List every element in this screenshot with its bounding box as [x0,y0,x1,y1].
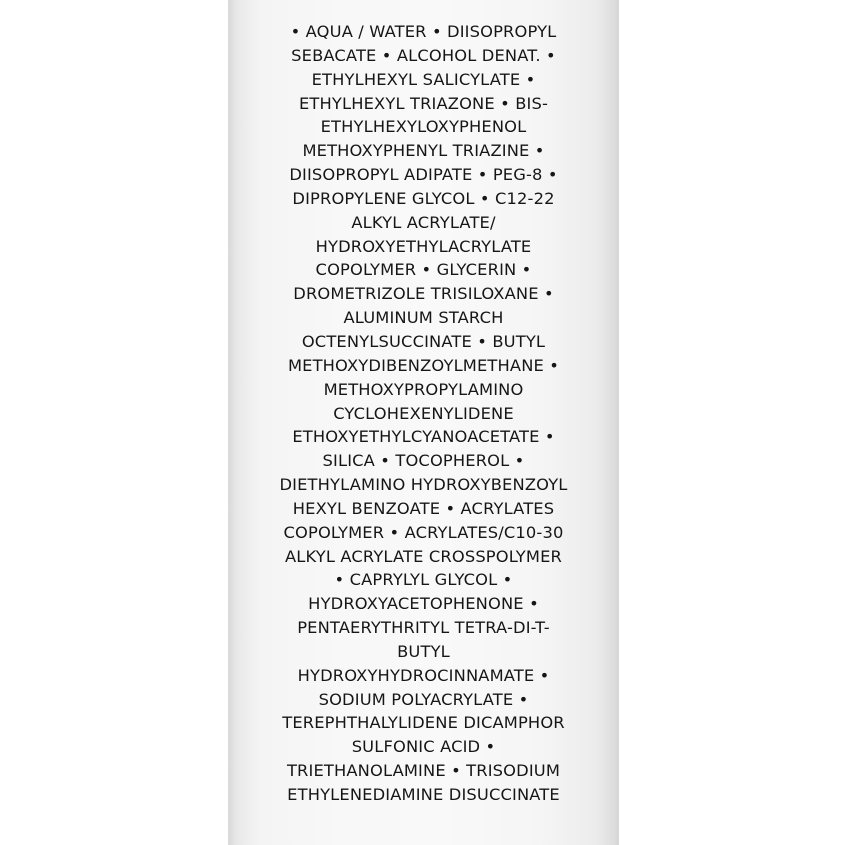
ingredient-line: DIISOPROPYL ADIPATE • PEG-8 • [289,165,558,185]
ingredient-line: DIETHYLAMINO HYDROXYBENZOYL [279,475,568,495]
ingredient-line: CYCLOHEXENYLIDENE [333,403,514,423]
ingredient-line: • CAPRYLYL GLYCOL • [334,570,513,590]
ingredient-line: ETHOXYETHYLCYANOACETATE • [292,427,555,447]
ingredient-line: TRIETHANOLAMINE • TRISODIUM [286,761,561,781]
ingredient-line: METHOXYPROPYLAMINO [323,379,524,399]
ingredient-line: HYDROXYHYDROCINNAMATE • [297,665,550,685]
ingredient-line: METHOXYDIBENZOYLMETHANE • [287,355,560,375]
ingredient-line: OCTENYLSUCCINATE • BUTYL [301,331,546,351]
ingredient-line: SODIUM POLYACRYLATE • [318,689,529,709]
ingredient-line: ETHYLHEXYL SALICYLATE • [311,69,536,89]
ingredient-line: ALKYL ACRYLATE CROSSPOLYMER [284,546,562,566]
ingredient-line: HEXYL BENZOATE • ACRYLATES [292,498,555,518]
ingredient-line: HYDROXYACETOPHENONE • [308,594,539,614]
ingredient-line: SILICA • TOCOPHEROL • [322,451,525,471]
ingredient-line: HYDROXYETHYLACRYLATE [315,236,532,256]
ingredient-line: ALKYL ACRYLATE/ [351,212,496,232]
ingredient-line: COPOLYMER • GLYCERIN • [315,260,532,280]
ingredient-line: ALUMINUM STARCH [343,308,504,328]
ingredient-line: METHOXYPHENYL TRIAZINE • [302,141,545,161]
ingredient-line: SEBACATE • ALCOHOL DENAT. • [291,45,556,65]
ingredient-line: COPOLYMER • ACRYLATES/C10-30 [283,522,564,542]
ingredient-line: SULFONIC ACID • [351,737,496,757]
ingredient-line: DIPROPYLENE GLYCOL • C12-22 [292,188,555,208]
ingredient-list [228,20,619,807]
ingredient-line: ETHYLENEDIAMINE DISUCCINATE [287,785,560,804]
ingredient-line: ETHYLHEXYLOXYPHENOL [320,117,527,137]
ingredient-line: BUTYL [397,641,450,661]
ingredient-line: • AQUA / WATER • DIISOPROPYL [290,22,557,41]
ingredient-line: ETHYLHEXYL TRIAZONE • BIS- [298,93,549,113]
ingredient-line: DROMETRIZOLE TRISILOXANE • [293,284,554,304]
ingredient-line: TEREPHTHALYLIDENE DICAMPHOR [282,713,565,733]
ingredient-line: PENTAERYTHRITYL TETRA-DI-T- [297,618,550,638]
